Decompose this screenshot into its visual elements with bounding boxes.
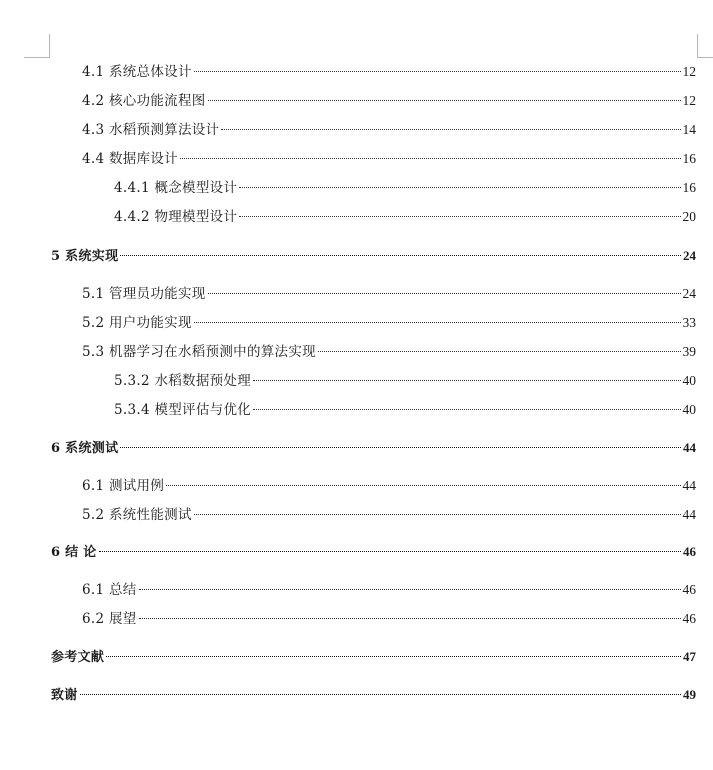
toc-entry-label: 6 系统测试 xyxy=(51,441,119,456)
toc-entry-label: 4.4.1 概念模型设计 xyxy=(114,180,238,196)
toc-entry-label: 5.2 系统性能测试 xyxy=(82,507,192,523)
toc-entry[interactable] xyxy=(82,505,696,525)
toc-dot-leader xyxy=(194,71,681,72)
toc-entry[interactable] xyxy=(82,120,696,140)
toc-dot-leader xyxy=(139,618,681,619)
toc-entry[interactable] xyxy=(114,178,696,198)
toc-dot-leader xyxy=(318,351,681,352)
toc-entry-label: 4.1 系统总体设计 xyxy=(82,64,192,80)
toc-entry[interactable] xyxy=(82,91,696,111)
toc-entry[interactable] xyxy=(82,476,696,496)
toc-entry[interactable] xyxy=(51,246,696,266)
toc-page-number: 12 xyxy=(682,93,696,108)
toc-entry[interactable] xyxy=(82,313,696,333)
toc-dot-leader xyxy=(253,409,680,410)
toc-page-number: 40 xyxy=(682,402,696,417)
toc-page-number: 20 xyxy=(682,209,696,224)
toc-dot-leader xyxy=(239,216,680,217)
toc-page-number: 33 xyxy=(682,315,696,330)
toc-dot-leader xyxy=(180,158,681,159)
toc-entry[interactable] xyxy=(114,371,696,391)
toc-entry[interactable] xyxy=(51,647,696,667)
toc-entry[interactable] xyxy=(82,609,696,629)
toc-dot-leader xyxy=(253,380,680,381)
toc-dot-leader xyxy=(194,322,681,323)
toc-entry-label: 5.3 机器学习在水稻预测中的算法实现 xyxy=(82,344,316,360)
toc-entry-label: 5.2 用户功能实现 xyxy=(82,315,192,331)
toc-entry[interactable] xyxy=(51,438,696,458)
toc-entry[interactable] xyxy=(82,62,696,82)
toc-page-number: 44 xyxy=(683,440,696,455)
toc-entry-label: 4.3 水稻预测算法设计 xyxy=(82,122,220,138)
toc-entry[interactable] xyxy=(114,207,696,227)
toc-dot-leader xyxy=(99,551,681,552)
toc-dot-leader xyxy=(208,293,681,294)
toc-page-number: 44 xyxy=(682,507,696,522)
toc-page-number: 49 xyxy=(683,687,696,702)
toc-page-number: 16 xyxy=(682,180,696,195)
toc-dot-leader xyxy=(139,589,681,590)
toc-entry-label: 6.1 测试用例 xyxy=(82,478,165,494)
toc-page-number: 14 xyxy=(682,122,696,137)
toc-dot-leader xyxy=(166,485,680,486)
toc-page-number: 47 xyxy=(683,649,696,664)
toc-page-number: 40 xyxy=(682,373,696,388)
toc-entry[interactable] xyxy=(82,284,696,304)
toc-page-number: 12 xyxy=(682,64,696,79)
toc-dot-leader xyxy=(208,100,681,101)
toc-entry-label: 5.3.2 水稻数据预处理 xyxy=(114,373,252,389)
toc-dot-leader xyxy=(120,447,681,448)
toc-entry[interactable] xyxy=(114,400,696,420)
toc-dot-leader xyxy=(194,514,681,515)
toc-entry-label: 6 结 论 xyxy=(51,545,97,560)
toc-dot-leader xyxy=(80,694,681,695)
toc-dot-leader xyxy=(221,129,680,130)
toc-page-number: 46 xyxy=(683,544,696,559)
toc-entry-label: 4.4.2 物理模型设计 xyxy=(114,209,238,225)
toc-entry-label: 6.1 总结 xyxy=(82,582,137,598)
toc-entry-label: 4.2 核心功能流程图 xyxy=(82,93,206,109)
toc-dot-leader xyxy=(106,656,681,657)
toc-entry[interactable] xyxy=(82,580,696,600)
toc-entry[interactable] xyxy=(82,149,696,169)
toc-page-number: 39 xyxy=(682,344,696,359)
toc-dot-leader xyxy=(120,255,681,256)
toc-page-number: 46 xyxy=(682,582,696,597)
crop-mark-right xyxy=(697,34,713,58)
toc-entry-label: 参考文献 xyxy=(51,650,105,665)
toc-page-number: 16 xyxy=(682,151,696,166)
crop-mark-left xyxy=(24,34,50,58)
toc-page-number: 24 xyxy=(683,248,696,263)
toc-page-number: 46 xyxy=(682,611,696,626)
toc-entry-label: 5.1 管理员功能实现 xyxy=(82,286,206,302)
toc-page-number: 24 xyxy=(682,286,696,301)
toc-entry[interactable] xyxy=(82,342,696,362)
toc-entry[interactable] xyxy=(51,685,696,705)
toc-entry-label: 6.2 展望 xyxy=(82,611,137,627)
toc-dot-leader xyxy=(239,187,680,188)
toc-entry-label: 5 系统实现 xyxy=(51,249,119,264)
toc-page-number: 44 xyxy=(682,478,696,493)
toc-entry[interactable] xyxy=(51,542,696,562)
toc-entry-label: 5.3.4 模型评估与优化 xyxy=(114,402,252,418)
toc-entry-label: 4.4 数据库设计 xyxy=(82,151,178,167)
toc-entry-label: 致谢 xyxy=(51,688,78,703)
